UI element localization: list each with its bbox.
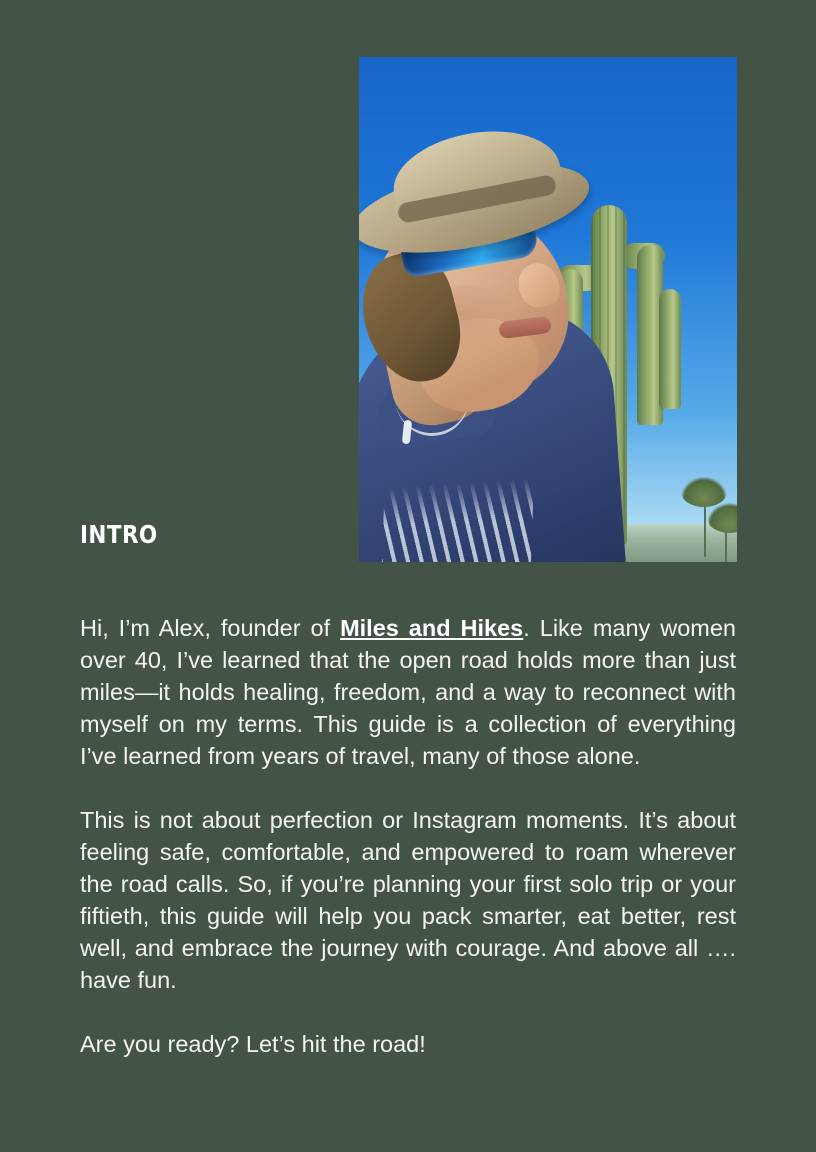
paragraph-1-rest: . Like many women over 40, I’ve learned that the open road holds more than just miles—it holds healing, freedom, and a way to reconnect with myself on my terms. This guide is a collection of everything I’ve learned from years of travel, many of those alone. [80,615,736,769]
author-portrait-image [359,57,737,562]
cactus-arm-right-outer [659,289,681,409]
portrait-artwork [359,57,737,562]
paragraph-1-lead: Hi, I’m Alex, founder of [80,615,341,641]
paragraph-2: This is not about perfection or Instagram moments. It’s about feeling safe, comfortable, and empowered to roam wherever the road calls. So, if you’re planning your first solo trip or your fiftieth, this guide will help you pack smarter, eat better, rest well, and embrace the journey with courage. And above all …. have fun. [80,807,736,993]
section-heading-intro: INTRO [80,520,158,549]
shirt-graphic [381,478,534,562]
miles-and-hikes-link[interactable]: Miles and Hikes [340,615,524,641]
paragraph-3: Are you ready? Let’s hit the road! [80,1031,426,1057]
intro-body-text [80,612,736,1060]
paragraph-1 [80,612,736,772]
palm-fronds-1 [681,477,727,507]
